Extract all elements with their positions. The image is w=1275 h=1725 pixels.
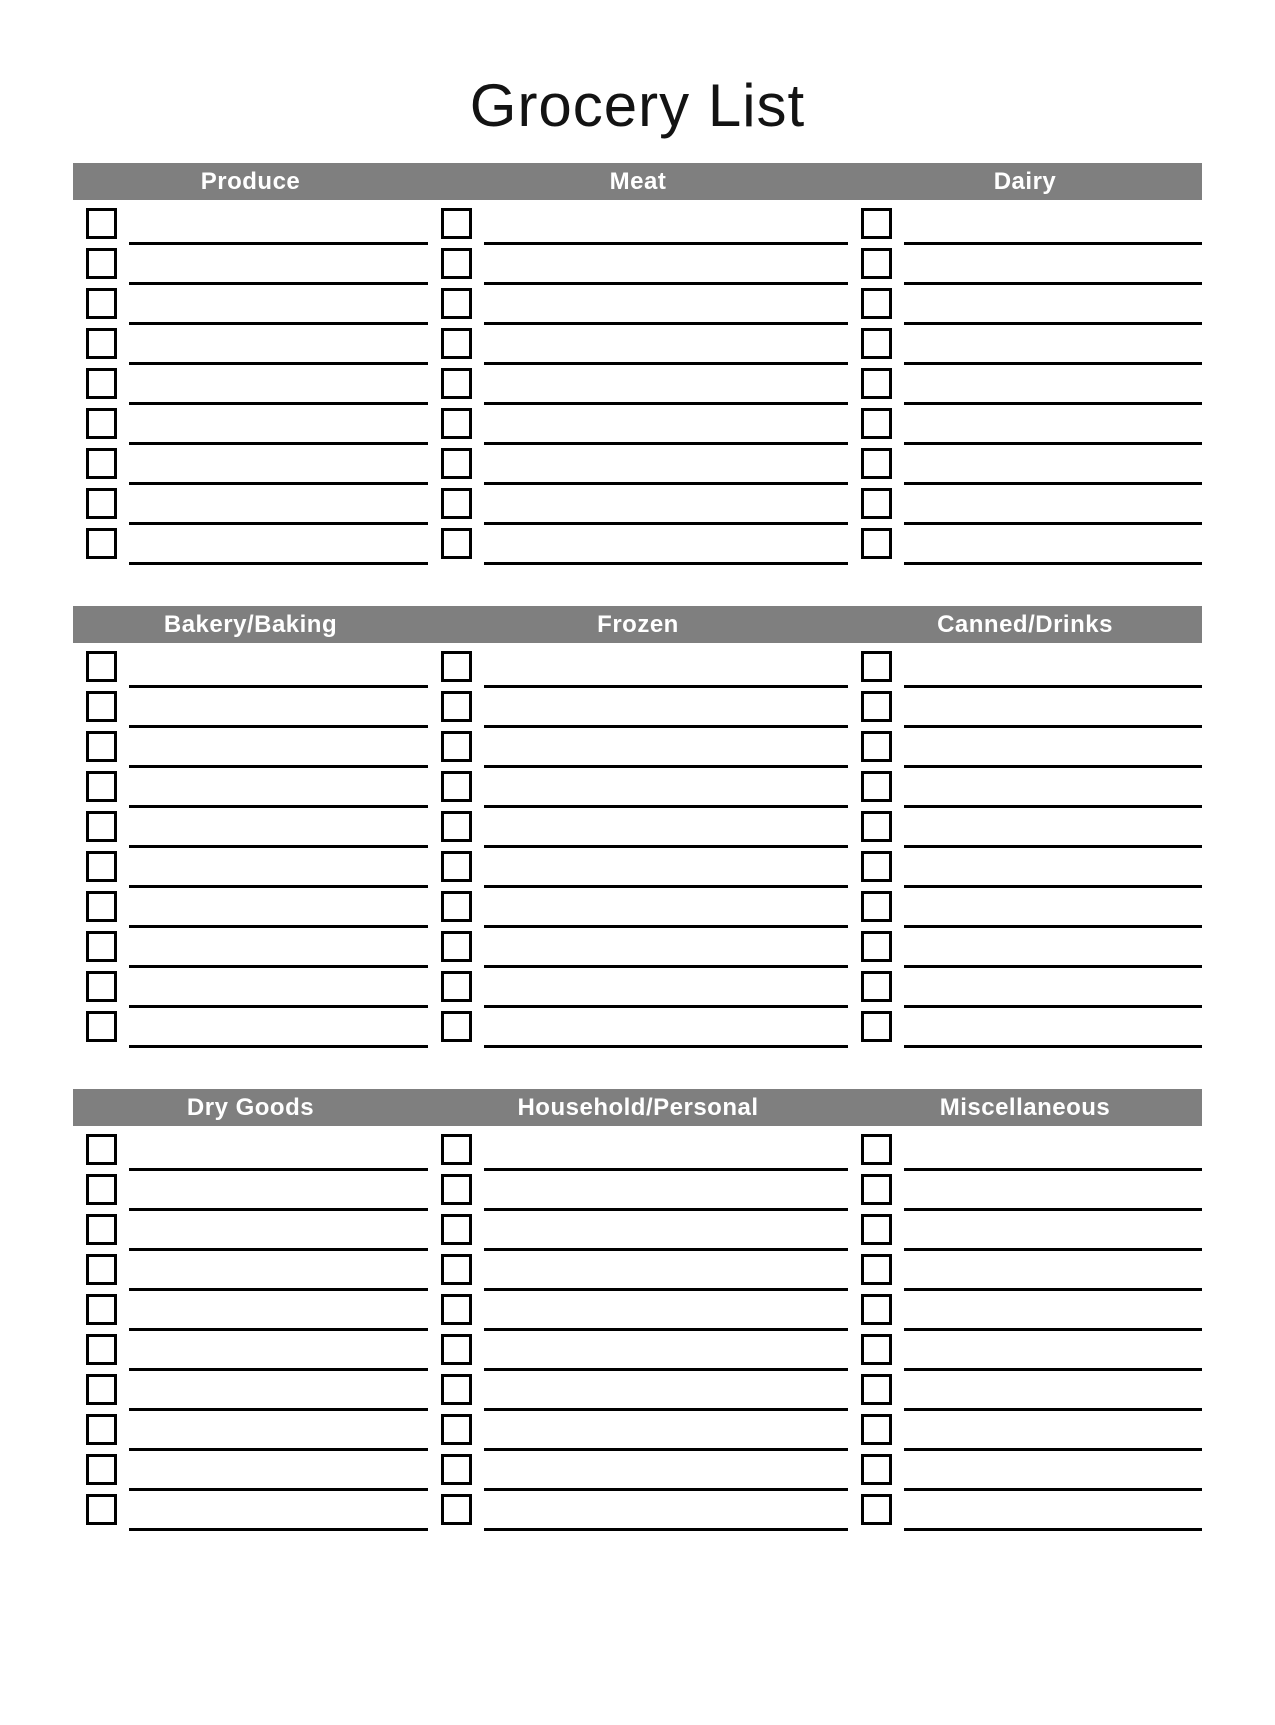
item-writing-line bbox=[904, 1528, 1202, 1531]
item-checkbox[interactable] bbox=[861, 208, 892, 239]
category-header-frozen: Frozen bbox=[597, 611, 679, 638]
item-writing-line bbox=[484, 805, 848, 808]
item-checkbox[interactable] bbox=[441, 1011, 472, 1042]
item-checkbox[interactable] bbox=[441, 1454, 472, 1485]
list-item-row bbox=[73, 649, 428, 689]
list-item-row bbox=[428, 446, 848, 486]
category-column-dry-goods bbox=[73, 1132, 428, 1532]
item-checkbox[interactable] bbox=[861, 1414, 892, 1445]
item-writing-line bbox=[484, 1248, 848, 1251]
item-writing-line bbox=[129, 1005, 428, 1008]
item-writing-line bbox=[904, 1045, 1202, 1048]
item-checkbox[interactable] bbox=[861, 771, 892, 802]
item-writing-line bbox=[129, 402, 428, 405]
item-writing-line bbox=[484, 322, 848, 325]
item-writing-line bbox=[129, 282, 428, 285]
category-header-dairy: Dairy bbox=[993, 168, 1057, 195]
item-writing-line bbox=[904, 765, 1202, 768]
item-writing-line bbox=[484, 482, 848, 485]
list-item-row bbox=[848, 689, 1202, 729]
list-item-row bbox=[428, 969, 848, 1009]
item-writing-line bbox=[904, 1368, 1202, 1371]
item-checkbox[interactable] bbox=[441, 1294, 472, 1325]
item-checkbox[interactable] bbox=[86, 931, 117, 962]
item-writing-line bbox=[129, 1288, 428, 1291]
list-item-row bbox=[848, 286, 1202, 326]
list-item-row bbox=[848, 769, 1202, 809]
item-checkbox[interactable] bbox=[441, 691, 472, 722]
category-header-canned-drinks: Canned/Drinks bbox=[937, 611, 1113, 638]
list-item-row bbox=[848, 849, 1202, 889]
item-writing-line bbox=[484, 1208, 848, 1211]
list-item-row bbox=[848, 729, 1202, 769]
item-checkbox[interactable] bbox=[861, 1254, 892, 1285]
item-writing-line bbox=[904, 1448, 1202, 1451]
item-writing-line bbox=[904, 1408, 1202, 1411]
category-column-household-personal bbox=[428, 1132, 848, 1532]
item-writing-line bbox=[129, 1168, 428, 1171]
list-item-row bbox=[848, 406, 1202, 446]
item-checkbox[interactable] bbox=[86, 771, 117, 802]
item-writing-line bbox=[484, 1328, 848, 1331]
section-1 bbox=[73, 163, 1202, 566]
item-writing-line bbox=[129, 522, 428, 525]
category-column-frozen bbox=[428, 649, 848, 1049]
category-column-bakery-baking bbox=[73, 649, 428, 1049]
item-writing-line bbox=[129, 1368, 428, 1371]
item-checkbox[interactable] bbox=[86, 528, 117, 559]
list-item-row bbox=[848, 206, 1202, 246]
item-writing-line bbox=[129, 965, 428, 968]
list-item-row bbox=[73, 1492, 428, 1532]
item-writing-line bbox=[484, 1488, 848, 1491]
item-checkbox[interactable] bbox=[861, 248, 892, 279]
list-item-row bbox=[428, 1372, 848, 1412]
item-writing-line bbox=[129, 1208, 428, 1211]
item-writing-line bbox=[129, 1528, 428, 1531]
item-checkbox[interactable] bbox=[861, 1374, 892, 1405]
item-checkbox[interactable] bbox=[861, 1294, 892, 1325]
item-checkbox[interactable] bbox=[86, 691, 117, 722]
list-item-row bbox=[73, 769, 428, 809]
item-checkbox[interactable] bbox=[441, 1374, 472, 1405]
item-checkbox[interactable] bbox=[441, 1334, 472, 1365]
item-writing-line bbox=[904, 522, 1202, 525]
section-2 bbox=[73, 606, 1202, 1049]
item-writing-line bbox=[129, 685, 428, 688]
item-writing-line bbox=[129, 562, 428, 565]
item-checkbox[interactable] bbox=[86, 1414, 117, 1445]
item-checkbox[interactable] bbox=[441, 811, 472, 842]
category-column-meat bbox=[428, 206, 848, 566]
item-writing-line bbox=[484, 362, 848, 365]
item-writing-line bbox=[129, 805, 428, 808]
item-checkbox[interactable] bbox=[861, 931, 892, 962]
item-writing-line bbox=[904, 1005, 1202, 1008]
category-header-produce: Produce bbox=[200, 168, 301, 195]
item-checkbox[interactable] bbox=[441, 1174, 472, 1205]
item-writing-line bbox=[904, 362, 1202, 365]
item-writing-line bbox=[484, 1368, 848, 1371]
item-checkbox[interactable] bbox=[861, 1454, 892, 1485]
item-checkbox[interactable] bbox=[441, 1214, 472, 1245]
item-writing-line bbox=[129, 1408, 428, 1411]
item-writing-line bbox=[904, 1208, 1202, 1211]
item-writing-line bbox=[484, 845, 848, 848]
item-checkbox[interactable] bbox=[86, 1174, 117, 1205]
list-item-row bbox=[428, 406, 848, 446]
item-writing-line bbox=[484, 1408, 848, 1411]
section-header-bar bbox=[73, 1089, 1202, 1126]
item-checkbox[interactable] bbox=[441, 328, 472, 359]
list-item-row bbox=[73, 929, 428, 969]
page-title: Grocery List bbox=[469, 72, 806, 139]
category-header-miscellaneous: Miscellaneous bbox=[939, 1094, 1111, 1121]
list-item-row bbox=[428, 649, 848, 689]
list-item-row bbox=[73, 246, 428, 286]
item-checkbox[interactable] bbox=[86, 1454, 117, 1485]
item-checkbox[interactable] bbox=[861, 651, 892, 682]
item-checkbox[interactable] bbox=[441, 771, 472, 802]
item-writing-line bbox=[904, 1328, 1202, 1331]
list-item-row bbox=[73, 326, 428, 366]
list-item-row bbox=[73, 206, 428, 246]
list-item-row bbox=[848, 366, 1202, 406]
item-checkbox[interactable] bbox=[861, 408, 892, 439]
list-item-row bbox=[848, 246, 1202, 286]
item-checkbox[interactable] bbox=[86, 1374, 117, 1405]
list-item-row bbox=[848, 1132, 1202, 1172]
list-item-row bbox=[73, 366, 428, 406]
item-checkbox[interactable] bbox=[441, 1134, 472, 1165]
item-checkbox[interactable] bbox=[861, 891, 892, 922]
list-item-row bbox=[73, 1372, 428, 1412]
item-writing-line bbox=[484, 242, 848, 245]
list-item-row bbox=[73, 406, 428, 446]
item-checkbox[interactable] bbox=[861, 731, 892, 762]
item-writing-line bbox=[904, 322, 1202, 325]
item-writing-line bbox=[484, 1168, 848, 1171]
item-checkbox[interactable] bbox=[441, 408, 472, 439]
grocery-list-page bbox=[0, 72, 1275, 1532]
category-header-bakery-baking: Bakery/Baking bbox=[163, 611, 338, 638]
item-writing-line bbox=[484, 1448, 848, 1451]
item-checkbox[interactable] bbox=[441, 528, 472, 559]
list-item-row bbox=[428, 1452, 848, 1492]
list-item-row bbox=[848, 1212, 1202, 1252]
item-checkbox[interactable] bbox=[441, 851, 472, 882]
list-item-row bbox=[428, 246, 848, 286]
item-checkbox[interactable] bbox=[86, 248, 117, 279]
item-writing-line bbox=[904, 1488, 1202, 1491]
item-checkbox[interactable] bbox=[861, 288, 892, 319]
item-checkbox[interactable] bbox=[441, 931, 472, 962]
list-item-row bbox=[73, 1212, 428, 1252]
item-checkbox[interactable] bbox=[441, 651, 472, 682]
item-writing-line bbox=[129, 1488, 428, 1491]
item-writing-line bbox=[129, 725, 428, 728]
list-item-row bbox=[848, 1492, 1202, 1532]
item-checkbox[interactable] bbox=[86, 448, 117, 479]
item-writing-line bbox=[129, 885, 428, 888]
item-writing-line bbox=[484, 562, 848, 565]
category-column-miscellaneous bbox=[848, 1132, 1202, 1532]
item-checkbox[interactable] bbox=[861, 1494, 892, 1525]
item-checkbox[interactable] bbox=[86, 408, 117, 439]
item-writing-line bbox=[904, 282, 1202, 285]
item-checkbox[interactable] bbox=[86, 1494, 117, 1525]
item-writing-line bbox=[484, 685, 848, 688]
item-checkbox[interactable] bbox=[441, 208, 472, 239]
item-checkbox[interactable] bbox=[861, 328, 892, 359]
list-item-row bbox=[848, 1452, 1202, 1492]
list-item-row bbox=[848, 486, 1202, 526]
item-writing-line bbox=[904, 482, 1202, 485]
item-checkbox[interactable] bbox=[861, 528, 892, 559]
item-writing-line bbox=[484, 282, 848, 285]
list-item-row bbox=[73, 446, 428, 486]
list-item-row bbox=[848, 1332, 1202, 1372]
item-writing-line bbox=[484, 765, 848, 768]
item-writing-line bbox=[484, 1528, 848, 1531]
list-item-row bbox=[428, 809, 848, 849]
item-checkbox[interactable] bbox=[861, 811, 892, 842]
item-checkbox[interactable] bbox=[441, 1414, 472, 1445]
item-checkbox[interactable] bbox=[861, 851, 892, 882]
item-checkbox[interactable] bbox=[86, 328, 117, 359]
list-item-row bbox=[848, 446, 1202, 486]
item-writing-line bbox=[129, 482, 428, 485]
list-item-row bbox=[428, 1332, 848, 1372]
category-header-meat: Meat bbox=[609, 168, 667, 195]
item-checkbox[interactable] bbox=[861, 971, 892, 1002]
category-column-canned-drinks bbox=[848, 649, 1202, 1049]
list-item-row bbox=[73, 809, 428, 849]
item-writing-line bbox=[904, 1168, 1202, 1171]
item-writing-line bbox=[484, 402, 848, 405]
item-checkbox[interactable] bbox=[86, 731, 117, 762]
list-item-row bbox=[73, 286, 428, 326]
list-item-row bbox=[73, 889, 428, 929]
item-checkbox[interactable] bbox=[86, 208, 117, 239]
list-item-row bbox=[428, 1492, 848, 1532]
list-item-row bbox=[428, 929, 848, 969]
category-column-dairy bbox=[848, 206, 1202, 566]
item-writing-line bbox=[904, 925, 1202, 928]
item-writing-line bbox=[904, 242, 1202, 245]
item-writing-line bbox=[904, 805, 1202, 808]
list-item-row bbox=[428, 1172, 848, 1212]
item-writing-line bbox=[904, 562, 1202, 565]
section-header-bar bbox=[73, 606, 1202, 643]
section-3 bbox=[73, 1089, 1202, 1532]
item-writing-line bbox=[484, 965, 848, 968]
item-checkbox[interactable] bbox=[86, 1294, 117, 1325]
item-writing-line bbox=[129, 362, 428, 365]
item-checkbox[interactable] bbox=[861, 1134, 892, 1165]
list-item-row bbox=[848, 649, 1202, 689]
item-writing-line bbox=[484, 725, 848, 728]
category-header-household-personal: Household/Personal bbox=[517, 1094, 759, 1121]
list-item-row bbox=[428, 326, 848, 366]
item-checkbox[interactable] bbox=[86, 651, 117, 682]
item-checkbox[interactable] bbox=[86, 1134, 117, 1165]
category-header-dry-goods: Dry Goods bbox=[186, 1094, 315, 1121]
list-item-row bbox=[428, 366, 848, 406]
item-checkbox[interactable] bbox=[861, 488, 892, 519]
list-item-row bbox=[428, 729, 848, 769]
item-checkbox[interactable] bbox=[441, 288, 472, 319]
list-item-row bbox=[73, 1172, 428, 1212]
item-checkbox[interactable] bbox=[86, 368, 117, 399]
item-checkbox[interactable] bbox=[861, 1214, 892, 1245]
list-item-row bbox=[848, 1172, 1202, 1212]
item-writing-line bbox=[129, 1248, 428, 1251]
item-checkbox[interactable] bbox=[861, 1334, 892, 1365]
item-checkbox[interactable] bbox=[86, 971, 117, 1002]
item-writing-line bbox=[904, 1248, 1202, 1251]
item-checkbox[interactable] bbox=[861, 1011, 892, 1042]
list-item-row bbox=[428, 689, 848, 729]
list-item-row bbox=[73, 969, 428, 1009]
list-item-row bbox=[848, 809, 1202, 849]
list-item-row bbox=[848, 1372, 1202, 1412]
item-checkbox[interactable] bbox=[86, 1254, 117, 1285]
list-item-row bbox=[73, 526, 428, 566]
list-item-row bbox=[428, 486, 848, 526]
item-checkbox[interactable] bbox=[861, 368, 892, 399]
item-writing-line bbox=[129, 1448, 428, 1451]
item-checkbox[interactable] bbox=[441, 368, 472, 399]
item-checkbox[interactable] bbox=[441, 248, 472, 279]
list-item-row bbox=[73, 1009, 428, 1049]
list-item-row bbox=[73, 486, 428, 526]
list-item-row bbox=[428, 1292, 848, 1332]
list-item-row bbox=[73, 1452, 428, 1492]
item-checkbox[interactable] bbox=[86, 891, 117, 922]
item-checkbox[interactable] bbox=[86, 851, 117, 882]
list-item-row bbox=[428, 1412, 848, 1452]
item-checkbox[interactable] bbox=[86, 1011, 117, 1042]
item-checkbox[interactable] bbox=[441, 1254, 472, 1285]
list-item-row bbox=[848, 1252, 1202, 1292]
item-writing-line bbox=[129, 1328, 428, 1331]
list-item-row bbox=[428, 206, 848, 246]
item-writing-line bbox=[129, 925, 428, 928]
list-item-row bbox=[73, 849, 428, 889]
sections-container bbox=[73, 163, 1202, 1532]
list-item-row bbox=[848, 889, 1202, 929]
list-item-row bbox=[428, 526, 848, 566]
list-item-row bbox=[428, 1212, 848, 1252]
item-checkbox[interactable] bbox=[441, 448, 472, 479]
item-writing-line bbox=[129, 442, 428, 445]
item-checkbox[interactable] bbox=[861, 1174, 892, 1205]
item-checkbox[interactable] bbox=[86, 288, 117, 319]
list-item-row bbox=[848, 929, 1202, 969]
item-writing-line bbox=[129, 242, 428, 245]
item-writing-line bbox=[904, 885, 1202, 888]
list-item-row bbox=[428, 1009, 848, 1049]
item-writing-line bbox=[129, 1045, 428, 1048]
list-item-row bbox=[73, 1412, 428, 1452]
list-item-row bbox=[848, 969, 1202, 1009]
item-checkbox[interactable] bbox=[861, 448, 892, 479]
item-checkbox[interactable] bbox=[86, 488, 117, 519]
item-writing-line bbox=[484, 885, 848, 888]
list-item-row bbox=[428, 769, 848, 809]
section-header-bar bbox=[73, 163, 1202, 200]
item-checkbox[interactable] bbox=[86, 1214, 117, 1245]
list-item-row bbox=[428, 849, 848, 889]
list-item-row bbox=[848, 1412, 1202, 1452]
section-body bbox=[73, 643, 1202, 1049]
list-item-row bbox=[73, 1132, 428, 1172]
list-item-row bbox=[73, 729, 428, 769]
item-writing-line bbox=[904, 725, 1202, 728]
list-item-row bbox=[73, 1252, 428, 1292]
item-writing-line bbox=[904, 965, 1202, 968]
list-item-row bbox=[73, 689, 428, 729]
list-item-row bbox=[73, 1292, 428, 1332]
list-item-row bbox=[428, 1252, 848, 1292]
list-item-row bbox=[428, 889, 848, 929]
item-checkbox[interactable] bbox=[441, 1494, 472, 1525]
item-writing-line bbox=[129, 845, 428, 848]
list-item-row bbox=[428, 1132, 848, 1172]
list-item-row bbox=[848, 326, 1202, 366]
section-body bbox=[73, 1126, 1202, 1532]
item-writing-line bbox=[129, 322, 428, 325]
section-body bbox=[73, 200, 1202, 566]
item-writing-line bbox=[484, 925, 848, 928]
item-checkbox[interactable] bbox=[441, 891, 472, 922]
item-checkbox[interactable] bbox=[441, 731, 472, 762]
list-item-row bbox=[428, 286, 848, 326]
item-writing-line bbox=[904, 442, 1202, 445]
item-checkbox[interactable] bbox=[441, 488, 472, 519]
item-writing-line bbox=[484, 522, 848, 525]
list-item-row bbox=[73, 1332, 428, 1372]
item-writing-line bbox=[484, 1045, 848, 1048]
item-writing-line bbox=[484, 1288, 848, 1291]
item-writing-line bbox=[904, 402, 1202, 405]
list-item-row bbox=[848, 526, 1202, 566]
item-writing-line bbox=[904, 1288, 1202, 1291]
item-writing-line bbox=[904, 845, 1202, 848]
item-checkbox[interactable] bbox=[861, 691, 892, 722]
item-writing-line bbox=[484, 1005, 848, 1008]
item-writing-line bbox=[129, 765, 428, 768]
item-checkbox[interactable] bbox=[86, 811, 117, 842]
item-checkbox[interactable] bbox=[86, 1334, 117, 1365]
item-writing-line bbox=[904, 685, 1202, 688]
list-item-row bbox=[848, 1292, 1202, 1332]
list-item-row bbox=[848, 1009, 1202, 1049]
item-checkbox[interactable] bbox=[441, 971, 472, 1002]
category-column-produce bbox=[73, 206, 428, 566]
item-writing-line bbox=[484, 442, 848, 445]
